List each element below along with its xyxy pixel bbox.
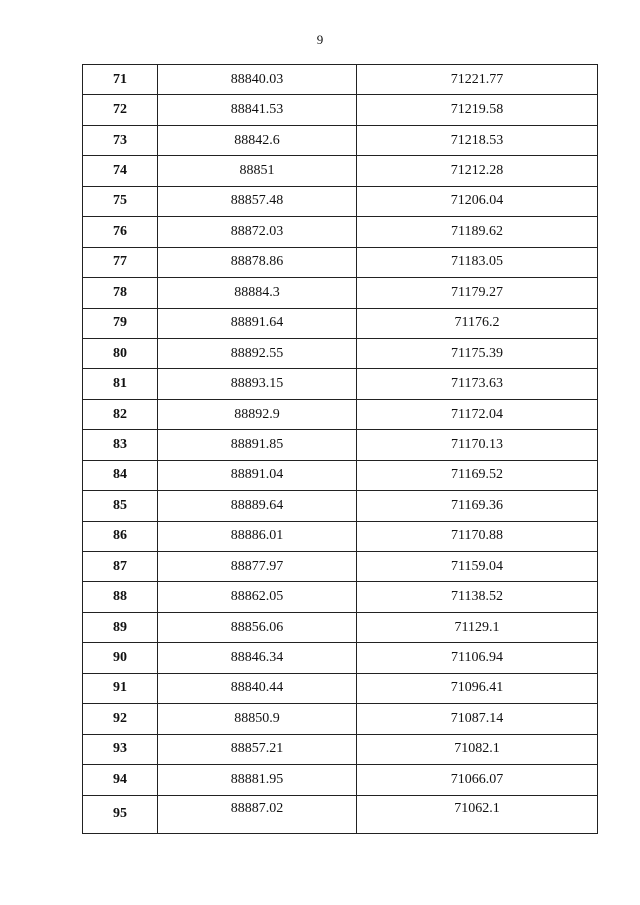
x-coordinate-cell: 88887.02 bbox=[158, 795, 357, 833]
table-row bbox=[83, 369, 598, 399]
table-row bbox=[83, 734, 598, 764]
table-row bbox=[83, 186, 598, 216]
x-coordinate-cell: 88857.21 bbox=[158, 734, 357, 764]
point-number-cell: 79 bbox=[83, 308, 158, 338]
table-row bbox=[83, 247, 598, 277]
x-coordinate-cell: 88892.9 bbox=[158, 399, 357, 429]
table-row bbox=[83, 430, 598, 460]
point-number-cell: 82 bbox=[83, 399, 158, 429]
point-number-cell: 72 bbox=[83, 95, 158, 125]
y-coordinate-cell: 71212.28 bbox=[357, 156, 598, 186]
y-coordinate-cell: 71218.53 bbox=[357, 125, 598, 155]
table-row bbox=[83, 704, 598, 734]
point-number-cell: 81 bbox=[83, 369, 158, 399]
point-number-cell: 83 bbox=[83, 430, 158, 460]
point-number-cell: 77 bbox=[83, 247, 158, 277]
x-coordinate-cell: 88889.64 bbox=[158, 491, 357, 521]
x-coordinate-cell: 88850.9 bbox=[158, 704, 357, 734]
table-row bbox=[83, 338, 598, 368]
point-number-cell: 91 bbox=[83, 673, 158, 703]
table-row bbox=[83, 612, 598, 642]
x-coordinate-cell: 88892.55 bbox=[158, 338, 357, 368]
x-coordinate-cell: 88881.95 bbox=[158, 765, 357, 795]
y-coordinate-cell: 71221.77 bbox=[357, 65, 598, 95]
x-coordinate-cell: 88841.53 bbox=[158, 95, 357, 125]
point-number-cell: 80 bbox=[83, 338, 158, 368]
y-coordinate-cell: 71169.52 bbox=[357, 460, 598, 490]
y-coordinate-cell: 71183.05 bbox=[357, 247, 598, 277]
table-row bbox=[83, 460, 598, 490]
table-row bbox=[83, 795, 598, 833]
x-coordinate-cell: 88891.04 bbox=[158, 460, 357, 490]
point-number-cell: 92 bbox=[83, 704, 158, 734]
x-coordinate-cell: 88891.64 bbox=[158, 308, 357, 338]
x-coordinate-cell: 88884.3 bbox=[158, 278, 357, 308]
table-row bbox=[83, 156, 598, 186]
table-row bbox=[83, 673, 598, 703]
point-number-cell: 76 bbox=[83, 217, 158, 247]
y-coordinate-cell: 71179.27 bbox=[357, 278, 598, 308]
y-coordinate-cell: 71170.13 bbox=[357, 430, 598, 460]
y-coordinate-cell: 71172.04 bbox=[357, 399, 598, 429]
table-row bbox=[83, 491, 598, 521]
x-coordinate-cell: 88842.6 bbox=[158, 125, 357, 155]
point-number-cell: 73 bbox=[83, 125, 158, 155]
point-number-cell: 93 bbox=[83, 734, 158, 764]
y-coordinate-cell: 71062.1 bbox=[357, 795, 598, 833]
x-coordinate-cell: 88851 bbox=[158, 156, 357, 186]
table-row bbox=[83, 552, 598, 582]
x-coordinate-cell: 88886.01 bbox=[158, 521, 357, 551]
y-coordinate-cell: 71219.58 bbox=[357, 95, 598, 125]
y-coordinate-cell: 71206.04 bbox=[357, 186, 598, 216]
point-number-cell: 87 bbox=[83, 552, 158, 582]
x-coordinate-cell: 88840.44 bbox=[158, 673, 357, 703]
point-number-cell: 95 bbox=[83, 795, 158, 833]
table-row bbox=[83, 95, 598, 125]
table-row bbox=[83, 125, 598, 155]
point-number-cell: 75 bbox=[83, 186, 158, 216]
point-number-cell: 78 bbox=[83, 278, 158, 308]
x-coordinate-cell: 88856.06 bbox=[158, 612, 357, 642]
page-number: 9 bbox=[316, 32, 324, 47]
y-coordinate-cell: 71159.04 bbox=[357, 552, 598, 582]
point-number-cell: 84 bbox=[83, 460, 158, 490]
table-row bbox=[83, 278, 598, 308]
x-coordinate-cell: 88877.97 bbox=[158, 552, 357, 582]
y-coordinate-cell: 71066.07 bbox=[357, 765, 598, 795]
table-row bbox=[83, 399, 598, 429]
x-coordinate-cell: 88840.03 bbox=[158, 65, 357, 95]
table-row bbox=[83, 643, 598, 673]
y-coordinate-cell: 71138.52 bbox=[357, 582, 598, 612]
y-coordinate-cell: 71082.1 bbox=[357, 734, 598, 764]
point-number-cell: 74 bbox=[83, 156, 158, 186]
y-coordinate-cell: 71087.14 bbox=[357, 704, 598, 734]
y-coordinate-cell: 71175.39 bbox=[357, 338, 598, 368]
y-coordinate-cell: 71169.36 bbox=[357, 491, 598, 521]
y-coordinate-cell: 71176.2 bbox=[357, 308, 598, 338]
table-row bbox=[83, 65, 598, 95]
point-number-cell: 85 bbox=[83, 491, 158, 521]
point-number-cell: 86 bbox=[83, 521, 158, 551]
point-number-cell: 94 bbox=[83, 765, 158, 795]
x-coordinate-cell: 88857.48 bbox=[158, 186, 357, 216]
x-coordinate-cell: 88872.03 bbox=[158, 217, 357, 247]
x-coordinate-cell: 88893.15 bbox=[158, 369, 357, 399]
y-coordinate-cell: 71173.63 bbox=[357, 369, 598, 399]
y-coordinate-cell: 71129.1 bbox=[357, 612, 598, 642]
coordinates-table-body bbox=[83, 65, 598, 834]
y-coordinate-cell: 71189.62 bbox=[357, 217, 598, 247]
y-coordinate-cell: 71096.41 bbox=[357, 673, 598, 703]
table-row bbox=[83, 582, 598, 612]
point-number-cell: 89 bbox=[83, 612, 158, 642]
table-row bbox=[83, 521, 598, 551]
y-coordinate-cell: 71170.88 bbox=[357, 521, 598, 551]
table-row bbox=[83, 217, 598, 247]
point-number-cell: 88 bbox=[83, 582, 158, 612]
x-coordinate-cell: 88862.05 bbox=[158, 582, 357, 612]
table-row bbox=[83, 765, 598, 795]
table-row bbox=[83, 308, 598, 338]
x-coordinate-cell: 88891.85 bbox=[158, 430, 357, 460]
x-coordinate-cell: 88878.86 bbox=[158, 247, 357, 277]
point-number-cell: 90 bbox=[83, 643, 158, 673]
coordinates-table bbox=[82, 64, 598, 834]
x-coordinate-cell: 88846.34 bbox=[158, 643, 357, 673]
y-coordinate-cell: 71106.94 bbox=[357, 643, 598, 673]
point-number-cell: 71 bbox=[83, 65, 158, 95]
